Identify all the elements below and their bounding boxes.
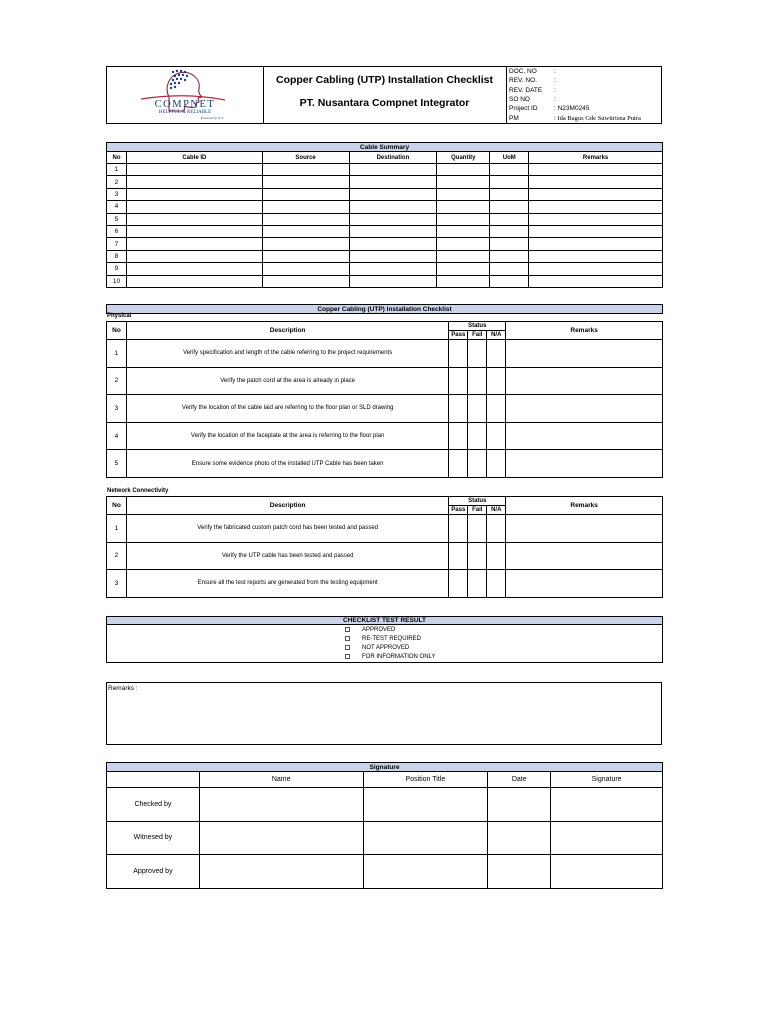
item-number: 4	[107, 422, 127, 450]
document-title: Copper Cabling (UTP) Installation Checklist	[275, 74, 494, 86]
table-cell[interactable]	[437, 275, 490, 287]
table-cell[interactable]	[529, 201, 663, 213]
title-box	[263, 67, 507, 124]
row-number: 10	[107, 275, 127, 287]
na-cell[interactable]	[487, 542, 506, 570]
remarks-cell[interactable]	[506, 340, 663, 368]
table-cell[interactable]	[490, 176, 529, 188]
fail-cell[interactable]	[468, 367, 487, 395]
table-cell[interactable]	[529, 275, 663, 287]
network-checklist-table	[106, 496, 663, 598]
logo-powered: Powered by ICT	[200, 116, 224, 120]
table-cell[interactable]	[126, 188, 262, 200]
signature-role: Witnesed by	[107, 821, 200, 855]
table-cell[interactable]	[349, 250, 437, 262]
table-cell[interactable]	[126, 275, 262, 287]
remarks-cell[interactable]	[506, 367, 663, 395]
signature-cell[interactable]	[363, 788, 488, 822]
checklist-item	[107, 367, 663, 395]
table-cell[interactable]	[262, 250, 349, 262]
fail-cell[interactable]	[468, 542, 487, 570]
checklist-title: Copper Cabling (UTP) Installation Checklist	[107, 305, 663, 314]
checklist-header-row	[107, 322, 663, 331]
column-header-no: No	[107, 322, 127, 340]
signature-role: Approved by	[107, 855, 200, 889]
table-cell[interactable]	[349, 164, 437, 176]
section-network-label: Network Connectivity	[107, 488, 169, 494]
result-option-label: RE-TEST REQUIRED	[362, 636, 421, 642]
test-result-options	[107, 625, 663, 663]
item-number: 2	[107, 367, 127, 395]
checklist-item	[107, 542, 663, 570]
item-description: Verify the location of the cable laid are referring to the floor plan or SLD drawing	[126, 395, 448, 423]
pass-cell[interactable]	[449, 542, 468, 570]
signature-table	[106, 762, 663, 889]
table-cell[interactable]	[126, 164, 262, 176]
table-cell[interactable]	[490, 275, 529, 287]
item-description: Verify the patch cord at the area is already in place	[126, 367, 448, 395]
remarks-cell[interactable]	[506, 450, 663, 478]
table-cell[interactable]	[490, 225, 529, 237]
table-cell[interactable]	[349, 188, 437, 200]
meta-value: :	[554, 68, 556, 75]
na-cell[interactable]	[487, 515, 506, 543]
table-cell[interactable]	[262, 225, 349, 237]
column-header: Remarks	[529, 152, 663, 164]
na-cell[interactable]	[487, 450, 506, 478]
table-cell[interactable]	[529, 164, 663, 176]
checkbox-icon[interactable]	[345, 654, 350, 659]
logo-brand: COMPNET	[154, 99, 216, 110]
column-header: Destination	[349, 152, 437, 164]
checklist-header-row	[107, 497, 663, 506]
cable-summary-header-row	[107, 152, 663, 164]
remarks-label: Remarks :	[108, 685, 138, 692]
table-cell[interactable]	[262, 275, 349, 287]
meta-row	[509, 76, 556, 85]
row-number: 2	[107, 176, 127, 188]
table-cell[interactable]	[437, 263, 490, 275]
column-header-remarks: Remarks	[506, 497, 663, 515]
meta-label: PM	[509, 114, 519, 122]
meta-value: :	[554, 95, 556, 103]
meta-row	[509, 67, 556, 76]
table-cell[interactable]	[529, 176, 663, 188]
checklist-item	[107, 570, 663, 598]
checkbox-icon[interactable]	[345, 636, 350, 641]
item-number: 5	[107, 450, 127, 478]
signature-column-header: Name	[199, 772, 363, 788]
table-row	[107, 188, 663, 200]
table-cell[interactable]	[529, 250, 663, 262]
pass-cell[interactable]	[449, 450, 468, 478]
test-result-table	[106, 616, 663, 663]
meta-label: SO NO	[509, 95, 530, 103]
checklist-item	[107, 422, 663, 450]
table-cell[interactable]	[437, 176, 490, 188]
table-cell[interactable]	[529, 213, 663, 225]
signature-column-header: Signature	[551, 772, 663, 788]
table-cell[interactable]	[490, 238, 529, 250]
item-description: Verify the UTP cable has been tested and passed	[126, 542, 448, 570]
table-cell[interactable]	[490, 188, 529, 200]
table-row	[107, 275, 663, 287]
signature-cell[interactable]	[199, 821, 363, 855]
item-description: Ensure all the test reports are generated from the testing equipment	[126, 570, 448, 598]
meta-row	[509, 104, 589, 113]
column-header-na: N/A	[487, 506, 506, 515]
signature-row	[107, 821, 663, 855]
table-cell[interactable]	[126, 263, 262, 275]
table-cell[interactable]	[126, 201, 262, 213]
column-header-pass: Pass	[449, 331, 468, 340]
na-cell[interactable]	[487, 340, 506, 368]
result-option[interactable]	[345, 644, 662, 653]
document-meta	[506, 67, 662, 124]
table-cell[interactable]	[262, 213, 349, 225]
signature-cell[interactable]	[363, 855, 488, 889]
signature-cell[interactable]	[199, 788, 363, 822]
remarks-cell[interactable]	[506, 422, 663, 450]
result-option-label: FOR INFORMATION ONLY	[362, 654, 436, 660]
column-header: Quantity	[437, 152, 490, 164]
item-number: 1	[107, 340, 127, 368]
na-cell[interactable]	[487, 570, 506, 598]
item-number: 3	[107, 395, 127, 423]
column-header-fail: Fail	[468, 506, 487, 515]
fail-cell[interactable]	[468, 340, 487, 368]
na-cell[interactable]	[487, 395, 506, 423]
checkbox-icon[interactable]	[345, 627, 350, 632]
cable-summary-title: Cable Summary	[107, 143, 663, 152]
row-number: 3	[107, 188, 127, 200]
signature-row	[107, 855, 663, 889]
meta-row	[509, 95, 556, 104]
meta-label: Project ID	[509, 105, 538, 113]
signature-column-header: Date	[488, 772, 551, 788]
signature-cell[interactable]	[199, 855, 363, 889]
meta-value: :	[554, 77, 556, 85]
item-description: Ensure some evidence photo of the installed UTP Cable has been taken	[126, 450, 448, 478]
remarks-cell[interactable]	[506, 542, 663, 570]
na-cell[interactable]	[487, 422, 506, 450]
result-option[interactable]	[345, 626, 662, 635]
checklist-item	[107, 395, 663, 423]
item-description: Verify the location of the faceplate at the area is referring to the floor plan	[126, 422, 448, 450]
result-option-label: NOT APPROVED	[362, 645, 410, 651]
table-cell[interactable]	[349, 275, 437, 287]
table-cell[interactable]	[262, 201, 349, 213]
signature-cell[interactable]	[488, 855, 551, 889]
fail-cell[interactable]	[468, 422, 487, 450]
remarks-cell[interactable]	[506, 570, 663, 598]
fail-cell[interactable]	[468, 570, 487, 598]
meta-row	[509, 114, 641, 123]
signature-cell[interactable]	[551, 821, 663, 855]
result-option-label: APPROVED	[362, 627, 396, 633]
table-cell[interactable]	[126, 250, 262, 262]
column-header-status: Status	[449, 322, 506, 331]
table-cell[interactable]	[437, 188, 490, 200]
column-header: Cable ID	[126, 152, 262, 164]
signature-title: Signature	[107, 763, 663, 772]
pass-cell[interactable]	[449, 340, 468, 368]
table-cell[interactable]	[126, 176, 262, 188]
na-cell[interactable]	[487, 367, 506, 395]
remarks-box[interactable]	[106, 682, 662, 745]
column-header-description: Description	[126, 497, 448, 515]
meta-label: DOC. NO	[509, 68, 537, 75]
row-number: 7	[107, 238, 127, 250]
column-header: Source	[262, 152, 349, 164]
table-cell[interactable]	[126, 238, 262, 250]
table-cell[interactable]	[437, 238, 490, 250]
meta-value: :	[554, 86, 556, 94]
item-number: 2	[107, 542, 127, 570]
pass-cell[interactable]	[449, 367, 468, 395]
company-name: PT. Nusantara Compnet Integrator	[299, 97, 470, 109]
table-cell[interactable]	[437, 213, 490, 225]
table-cell[interactable]	[529, 188, 663, 200]
pass-cell[interactable]	[449, 422, 468, 450]
row-number: 5	[107, 213, 127, 225]
table-cell[interactable]	[349, 213, 437, 225]
logo-tagline: HELPFUL & RELIABLE	[158, 110, 212, 115]
meta-value: : Ida Bagus Gde Suwitrisna Putra	[554, 114, 641, 122]
table-row	[107, 201, 663, 213]
column-header: UoM	[490, 152, 529, 164]
table-cell[interactable]	[529, 225, 663, 237]
fail-cell[interactable]	[468, 515, 487, 543]
table-cell[interactable]	[262, 238, 349, 250]
checklist-title-band	[106, 304, 663, 314]
table-cell[interactable]	[490, 250, 529, 262]
column-header-remarks: Remarks	[506, 322, 663, 340]
pass-cell[interactable]	[449, 395, 468, 423]
checkbox-icon[interactable]	[345, 645, 350, 650]
signature-corner-cell	[107, 772, 200, 788]
row-number: 1	[107, 164, 127, 176]
table-cell[interactable]	[126, 225, 262, 237]
pass-cell[interactable]	[449, 570, 468, 598]
pass-cell[interactable]	[449, 515, 468, 543]
checklist-item	[107, 450, 663, 478]
table-cell[interactable]	[349, 201, 437, 213]
table-row	[107, 176, 663, 188]
column-header: No	[107, 152, 127, 164]
meta-value: : N23M0245	[554, 105, 590, 113]
table-row	[107, 263, 663, 275]
table-row	[107, 164, 663, 176]
table-row	[107, 225, 663, 237]
table-cell[interactable]	[349, 263, 437, 275]
signature-cell[interactable]	[551, 788, 663, 822]
table-cell[interactable]	[349, 238, 437, 250]
column-header-fail: Fail	[468, 331, 487, 340]
document-header	[106, 66, 662, 124]
column-header-description: Description	[126, 322, 448, 340]
signature-role: Checked by	[107, 788, 200, 822]
meta-label: REV. DATE	[509, 86, 543, 94]
row-number: 6	[107, 225, 127, 237]
table-cell[interactable]	[262, 263, 349, 275]
item-number: 3	[107, 570, 127, 598]
table-cell[interactable]	[437, 201, 490, 213]
meta-row	[509, 86, 556, 95]
item-description: Verify the fabricated custom patch cord has been tested and passed	[126, 515, 448, 543]
table-cell[interactable]	[126, 213, 262, 225]
signature-row	[107, 788, 663, 822]
remarks-cell[interactable]	[506, 515, 663, 543]
table-row	[107, 213, 663, 225]
table-cell[interactable]	[437, 164, 490, 176]
table-cell[interactable]	[490, 213, 529, 225]
table-cell[interactable]	[349, 176, 437, 188]
table-cell[interactable]	[349, 225, 437, 237]
table-cell[interactable]	[437, 250, 490, 262]
table-cell[interactable]	[262, 164, 349, 176]
table-row	[107, 238, 663, 250]
result-option[interactable]	[345, 653, 662, 662]
table-cell[interactable]	[529, 263, 663, 275]
signature-header-row	[107, 772, 663, 788]
remarks-cell[interactable]	[506, 395, 663, 423]
row-number: 4	[107, 201, 127, 213]
column-header-na: N/A	[487, 331, 506, 340]
table-cell[interactable]	[490, 164, 529, 176]
column-header-no: No	[107, 497, 127, 515]
table-cell[interactable]	[529, 238, 663, 250]
item-description: Verify specification and length of the cable referring to the project requirements	[126, 340, 448, 368]
table-cell[interactable]	[437, 225, 490, 237]
checklist-item	[107, 340, 663, 368]
result-option[interactable]	[345, 635, 662, 644]
table-cell[interactable]	[490, 263, 529, 275]
signature-cell[interactable]	[551, 855, 663, 889]
signature-column-header: Position Title	[363, 772, 488, 788]
cable-summary-table	[106, 142, 663, 288]
signature-cell[interactable]	[488, 788, 551, 822]
signature-cell[interactable]	[363, 821, 488, 855]
row-number: 8	[107, 250, 127, 262]
table-row	[107, 250, 663, 262]
fail-cell[interactable]	[468, 450, 487, 478]
column-header-pass: Pass	[449, 506, 468, 515]
column-header-status: Status	[449, 497, 506, 506]
row-number: 9	[107, 263, 127, 275]
test-result-title: CHECKLIST TEST RESULT	[107, 617, 663, 625]
signature-cell[interactable]	[488, 821, 551, 855]
checklist-item	[107, 515, 663, 543]
section-physical-label: Physical	[107, 313, 132, 319]
table-cell[interactable]	[262, 176, 349, 188]
physical-checklist-table	[106, 321, 663, 478]
meta-label: REV. NO.	[509, 77, 537, 85]
logo-box	[107, 67, 264, 124]
fail-cell[interactable]	[468, 395, 487, 423]
item-number: 1	[107, 515, 127, 543]
table-cell[interactable]	[490, 201, 529, 213]
table-cell[interactable]	[262, 188, 349, 200]
